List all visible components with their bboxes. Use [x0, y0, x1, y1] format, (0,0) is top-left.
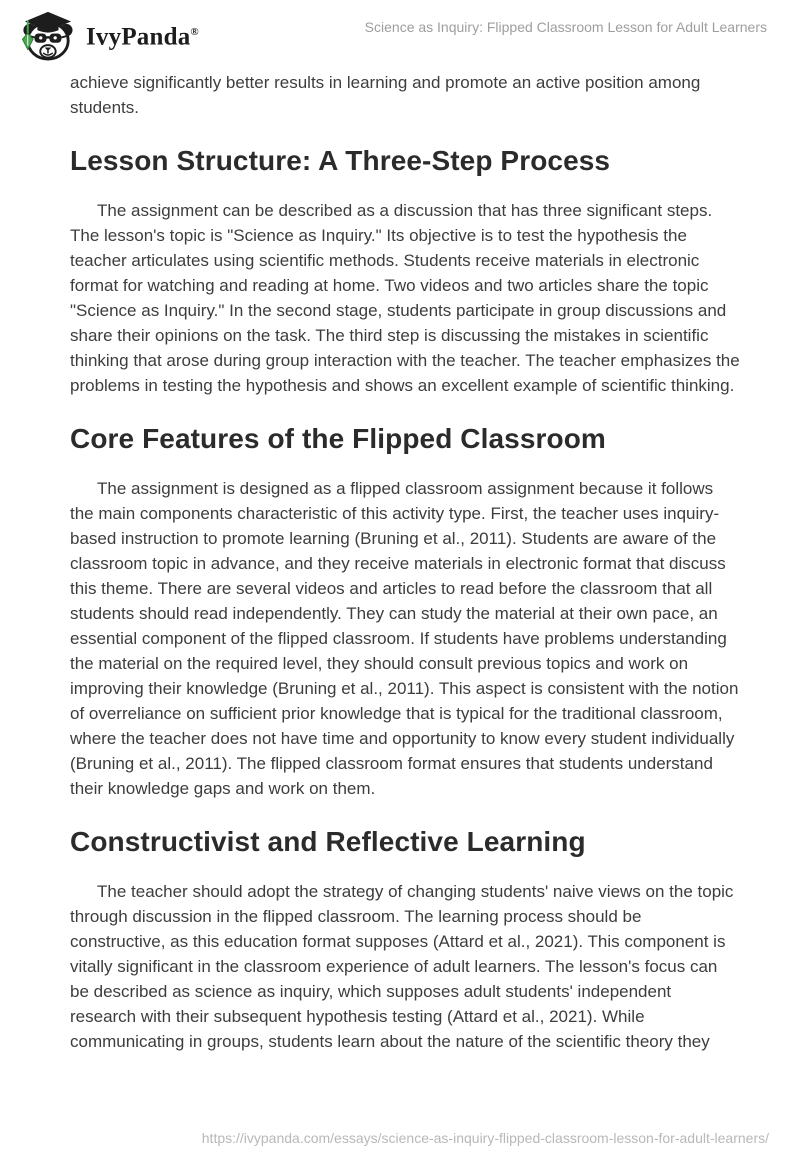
panda-graduate-icon — [14, 9, 80, 61]
intro-paragraph-continuation: achieve significantly better results in learning and promote an active position among students. — [70, 73, 701, 117]
logo-wordmark: IvyPanda® — [86, 23, 199, 51]
section-paragraph: The teacher should adopt the strategy of changing students' naive views on the topic through discussion in the flipped classroom. The learning process should be constructive, as this education format supposes (Attard et al., 2021). This component is vitally significant in the classroom experience of adult learners. The lesson's focus can be described as science as inquiry, which supposes adult students' independent research with their subsequent hypothesis testing (Attard et al., 2021). While communicating in groups, students learn about the nature of the scientific theory they — [70, 882, 734, 1051]
section-constructivist-learning — [70, 825, 740, 1054]
section-heading: Lesson Structure: A Three-Step Process — [70, 145, 611, 176]
page-header — [0, 0, 800, 58]
section-core-features — [70, 422, 740, 801]
section-heading: Constructivist and Reflective Learning — [70, 826, 586, 857]
registered-trademark: ® — [190, 26, 199, 38]
source-url: https://ivypanda.com/essays/science-as-inquiry-flipped-classroom-lesson-for-adult-learners/ — [201, 1130, 769, 1146]
section-lesson-structure — [70, 144, 740, 398]
section-heading: Core Features of the Flipped Classroom — [70, 423, 606, 454]
essay-body — [70, 70, 740, 1054]
section-paragraph: The assignment can be described as a discussion that has three significant steps. The lesson's topic is "Science as Inquiry." Its objective is to test the hypothesis the teacher articulates using scientific methods. Students receive materials in electronic format for watching and reading at home. Two videos and two articles share the topic "Science as Inquiry." In the second stage, students participate in group discussions and share their opinions on the task. The third step is discussing the mistakes in scientific thinking that arose during group interaction with the teacher. The teacher emphasizes the problems in testing the hypothesis and shows an excellent example of scientific thinking. — [70, 201, 740, 395]
document-title: Science as Inquiry: Flipped Classroom Lesson for Adult Learners — [364, 19, 767, 35]
page-footer — [202, 1128, 769, 1148]
section-paragraph: The assignment is designed as a flipped classroom assignment because it follows the main components characteristic of this activity type. First, the teacher uses inquiry-based instruction to promote learning (Bruning et al., 2011). Students are aware of the classroom topic in advance, and they receive materials in electronic format that discuss this theme. There are several videos and articles to read before the classroom that all students should read independently. They can study the material at their own pace, an essential component of the flipped classroom. If students have problems understanding the material on the required level, they should consult previous topics and work on improving their knowledge (Bruning et al., 2011). This aspect is consistent with the notion of overreliance on sufficient prior knowledge that is typical for the traditional classroom, where the teacher does not have time and opportunity to know every student individually (Bruning et al., 2011). The flipped classroom format ensures that students understand their knowledge gaps and work on them. — [70, 479, 739, 798]
ivypanda-logo — [14, 7, 199, 62]
